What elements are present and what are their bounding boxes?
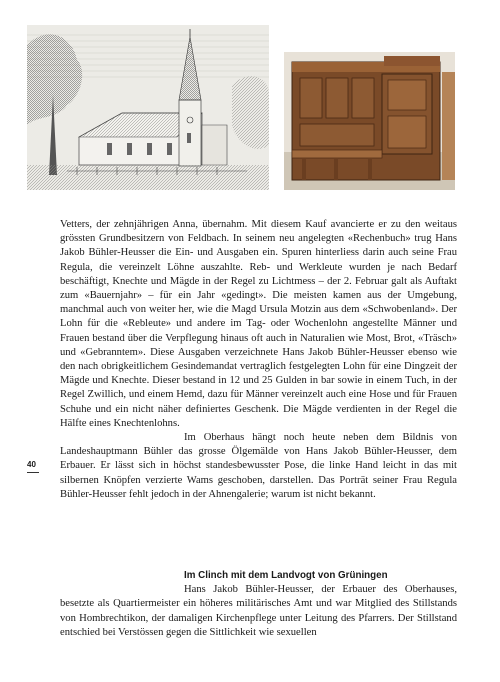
paragraph: Im Oberhaus hängt noch heute neben dem Bildnis von Landeshauptmann Bühler das grosse Ölgemälde von Hans Jakob Bühler-Heusser, dem Erbauer. Er lässt sich in höchst standesbewusster Pose, die linke Hand leicht in das mit silbernen Knöpfen verzierte Wams geschoben, darstellen. Das Porträt seiner Frau Regula Bühler-Heusser fehlt jedoch in der Ahnengalerie; warum ist nicht bekannt. <box>60 432 457 500</box>
page-number-rule <box>27 472 39 473</box>
body-text-main <box>60 218 457 502</box>
carved-wooden-panelling-image <box>284 52 455 190</box>
church-engraving-drawing <box>27 25 269 190</box>
church-engraving-image <box>27 25 269 190</box>
paragraph: Vetters, der zehnjährigen Anna, übernahm. Mit diesem Kauf avancierte er zu den weitaus grössten Grundbesitzern von Feldbach. In seinem neu angelegten «Rechenbuch» trug Hans Jakob Bühler-Heusser die Ein- und Ausgaben ein. Spuren hinterliess darin auch seine Frau Regula, die vereinzelt Löhne auszahlte. Reb- und Werkleute wurden je nach Bedarf beschäftigt, Knechte und Mägde in der Regel zu Lichtmess – der 2. Februar galt als Auftakt zum «Bauernjahr» – für ein Jahr «gedingt». Die meisten kamen aus der Umgebung, manchmal auch von weiter her, wie die Magd Ursula Motzin aus dem «Schwobenland». Der Lohn für die «Rebleute» und andere im Tag- oder Wochenlohn angestellte Männer und Frauen bestand über die Verpflegung hinaus oft auch in Naturalien wie Most, Brot, «Träsch» und «Gebranntem». Diese Ausgaben verzeichnete Hans Jakob Bühler-Heusser ebenso wie den nach obrigkeitlichem Gesindemandat vertraglich festgelegten Lohn für eine Dingzeit der Mägde und Knechte. Dieser bestand in 12 und 25 Gulden in bar sowie in einem Tuch, in der Regel Zwillich, und einem Hemd, dazu für Männer vereinzelt auch eine Hose und für Frauen Schuhe und ein nicht näher definiertes Geschenk. Die Mägde verdienten in der Regel die Hälfte eines Knechtenlohns. <box>60 219 457 429</box>
carved-wooden-panelling-drawing <box>284 52 455 190</box>
page-number: 40 <box>27 460 36 469</box>
paragraph: Hans Jakob Bühler-Heusser, der Erbauer des Oberhauses, besetzte als Quartiermeister ein höheres militärisches Amt und war Mitglied des Stillstands von Hombrechtikon, der damaligen Kirchenpflege unter Leitung des Pfarrers. Der Stillstand entschied bei Verstössen gegen die Sittlichkeit wie sexuellen <box>60 584 457 638</box>
section-im-clinch <box>60 569 457 640</box>
section-heading: Im Clinch mit dem Landvogt von Grüningen <box>184 570 388 581</box>
